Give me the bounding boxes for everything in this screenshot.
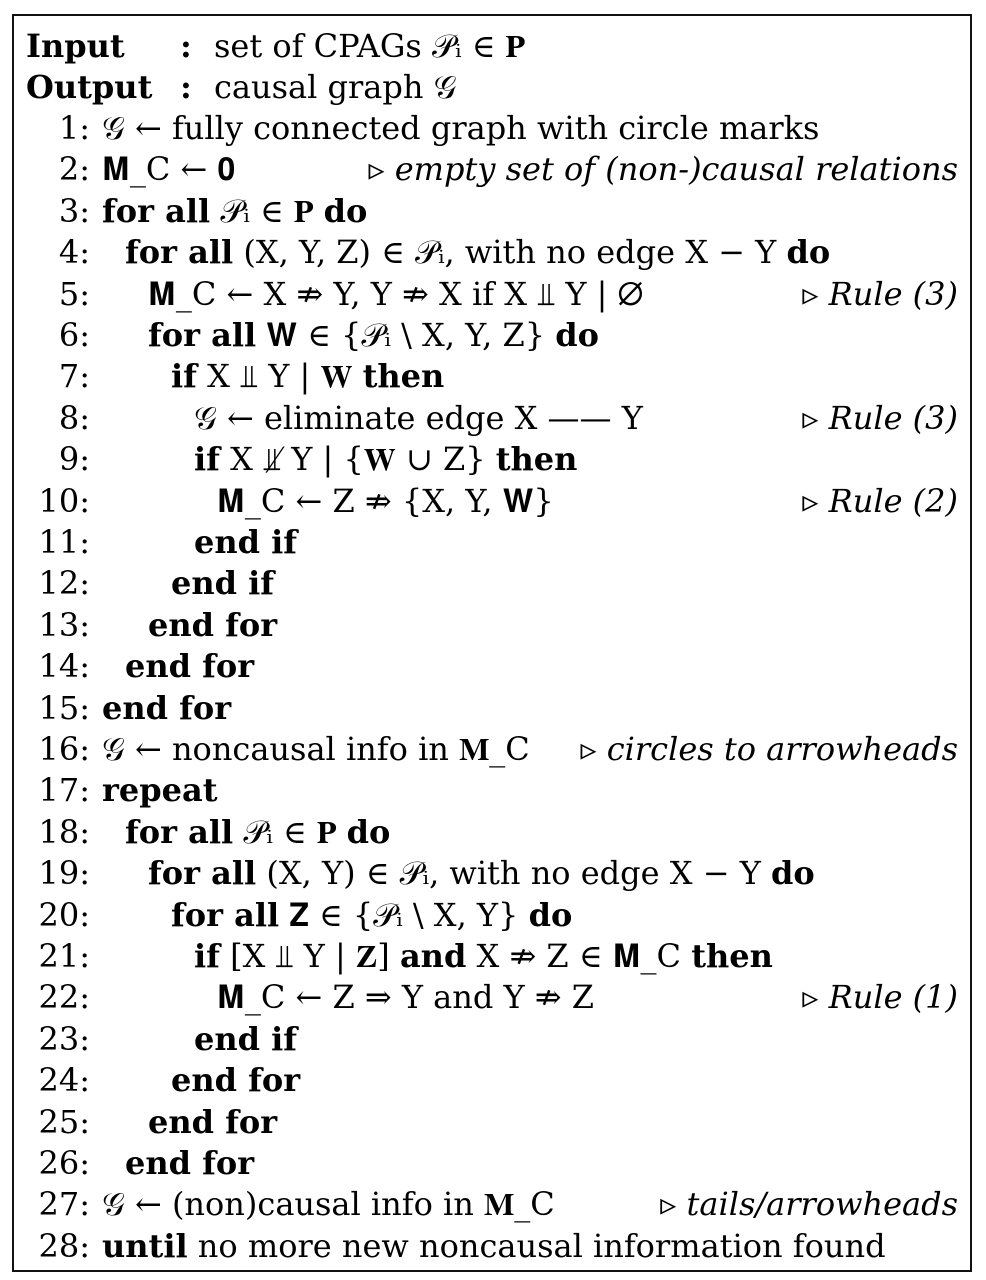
input-label: Input bbox=[26, 27, 125, 65]
algorithm-line bbox=[14, 977, 970, 1018]
line-number: 1: bbox=[58, 109, 90, 147]
line-text: end for bbox=[171, 1061, 301, 1100]
input-colon: : bbox=[180, 27, 192, 65]
line-text: 𝒢 ← noncausal info in 𝐌_C bbox=[102, 730, 530, 768]
line-number: 19: bbox=[38, 854, 90, 893]
line-number: 9: bbox=[58, 440, 90, 479]
algorithm-line bbox=[14, 481, 970, 522]
line-text: if [X ⫫ Y | 𝐙] and X ⇏ Z ∈ 𝐌_C then bbox=[194, 937, 773, 975]
line-number: 8: bbox=[58, 398, 90, 437]
line-text: 𝐌_C ← 𝟎 bbox=[102, 150, 236, 189]
line-number: 2: bbox=[58, 150, 90, 189]
line-text: end for bbox=[148, 1102, 278, 1141]
line-text: end if bbox=[194, 1019, 298, 1058]
line-number: 27: bbox=[38, 1185, 90, 1224]
line-number: 24: bbox=[38, 1061, 90, 1100]
algorithm-line bbox=[14, 936, 970, 977]
algorithm-line bbox=[14, 1019, 970, 1060]
input-line bbox=[14, 26, 970, 67]
line-number: 13: bbox=[38, 605, 90, 644]
line-number: 11: bbox=[38, 523, 90, 561]
line-number: 21: bbox=[38, 937, 90, 975]
line-text: end for bbox=[148, 605, 278, 644]
line-number: 6: bbox=[58, 316, 90, 354]
line-number: 3: bbox=[58, 191, 90, 230]
line-comment: ▹ Rule (1) bbox=[802, 978, 958, 1017]
line-text: end if bbox=[171, 564, 275, 603]
algorithm-line bbox=[14, 1226, 970, 1267]
algorithm-line bbox=[14, 770, 970, 811]
algorithm-line bbox=[14, 522, 970, 563]
algorithm-line bbox=[14, 108, 970, 149]
line-comment: ▹ empty set of (non-)causal relations bbox=[368, 150, 958, 189]
line-text: repeat bbox=[102, 771, 218, 810]
algorithm-line bbox=[14, 895, 970, 936]
line-comment: ▹ Rule (2) bbox=[802, 481, 958, 520]
line-number: 26: bbox=[38, 1144, 90, 1182]
line-text: 𝒢 ← (non)causal info in 𝐌_C bbox=[102, 1185, 555, 1224]
line-number: 4: bbox=[58, 233, 90, 272]
output-colon: : bbox=[180, 68, 192, 106]
line-text: for all 𝒫ᵢ ∈ 𝐏 do bbox=[125, 812, 391, 851]
line-number: 28: bbox=[38, 1226, 90, 1265]
algorithm-box bbox=[12, 14, 972, 1272]
output-label: Output bbox=[26, 68, 153, 106]
line-number: 16: bbox=[38, 730, 90, 768]
line-number: 5: bbox=[58, 274, 90, 313]
output-text: causal graph 𝒢 bbox=[214, 68, 457, 106]
algorithm-line bbox=[14, 398, 970, 439]
line-number: 14: bbox=[38, 647, 90, 686]
line-number: 20: bbox=[38, 895, 90, 934]
line-text: for all 𝐖 ∈ {𝒫ᵢ \ X, Y, Z} do bbox=[148, 316, 599, 354]
algorithm-line bbox=[14, 812, 970, 853]
line-number: 15: bbox=[38, 688, 90, 727]
line-text: for all (X, Y) ∈ 𝒫ᵢ, with no edge X − Y do bbox=[148, 854, 815, 893]
line-text: end for bbox=[125, 647, 255, 686]
line-text: 𝐌_C ← X ⇏ Y, Y ⇏ X if X ⫫ Y | ∅ bbox=[148, 274, 644, 313]
line-text: until no more new noncausal information found bbox=[102, 1226, 886, 1265]
line-text: end for bbox=[125, 1144, 255, 1182]
algorithm-line bbox=[14, 191, 970, 232]
line-text: 𝒢 ← fully connected graph with circle marks bbox=[102, 109, 820, 147]
algorithm-line bbox=[14, 315, 970, 356]
algorithm-line bbox=[14, 853, 970, 894]
line-number: 17: bbox=[38, 771, 90, 810]
algorithm-line bbox=[14, 605, 970, 646]
line-text: for all (X, Y, Z) ∈ 𝒫ᵢ, with no edge X − Y do bbox=[125, 233, 831, 272]
line-number: 22: bbox=[38, 978, 90, 1017]
algorithm-line bbox=[14, 1184, 970, 1225]
line-text: end for bbox=[102, 688, 232, 727]
line-text: for all 𝐙 ∈ {𝒫ᵢ \ X, Y} do bbox=[171, 895, 573, 934]
algorithm-line bbox=[14, 729, 970, 770]
output-line bbox=[14, 67, 970, 108]
line-text: if X ⫫ Y | 𝐖 then bbox=[171, 357, 445, 396]
line-comment: ▹ circles to arrowheads bbox=[580, 730, 958, 768]
algorithm-line bbox=[14, 1102, 970, 1143]
line-number: 10: bbox=[38, 481, 90, 520]
algorithm-line bbox=[14, 1060, 970, 1101]
line-comment: ▹ tails/arrowheads bbox=[660, 1185, 958, 1224]
algorithm-line bbox=[14, 232, 970, 273]
line-text: 𝐌_C ← Z ⇒ Y and Y ⇏ Z bbox=[217, 978, 595, 1017]
algorithm-line bbox=[14, 274, 970, 315]
line-comment: ▹ Rule (3) bbox=[802, 274, 958, 313]
algorithm-line bbox=[14, 688, 970, 729]
line-number: 7: bbox=[58, 357, 90, 396]
algorithm-line bbox=[14, 356, 970, 397]
line-number: 18: bbox=[38, 812, 90, 851]
algorithm-line bbox=[14, 149, 970, 190]
algorithm-line bbox=[14, 1143, 970, 1184]
line-text: end if bbox=[194, 523, 298, 561]
line-number: 12: bbox=[38, 564, 90, 603]
algorithm-line bbox=[14, 563, 970, 604]
line-text: 𝐌_C ← Z ⇏ {X, Y, 𝐖} bbox=[217, 481, 554, 520]
input-text: set of CPAGs 𝒫ᵢ ∈ 𝐏 bbox=[214, 27, 526, 65]
line-number: 25: bbox=[38, 1102, 90, 1141]
algorithm-line bbox=[14, 646, 970, 687]
line-text: 𝒢 ← eliminate edge X —— Y bbox=[194, 398, 643, 437]
algorithm-line bbox=[14, 439, 970, 480]
line-comment: ▹ Rule (3) bbox=[802, 398, 958, 437]
line-text: if X ⫫̸ Y | {𝐖 ∪ Z} then bbox=[194, 440, 578, 479]
line-number: 23: bbox=[38, 1019, 90, 1058]
line-text: for all 𝒫ᵢ ∈ 𝐏 do bbox=[102, 191, 368, 230]
